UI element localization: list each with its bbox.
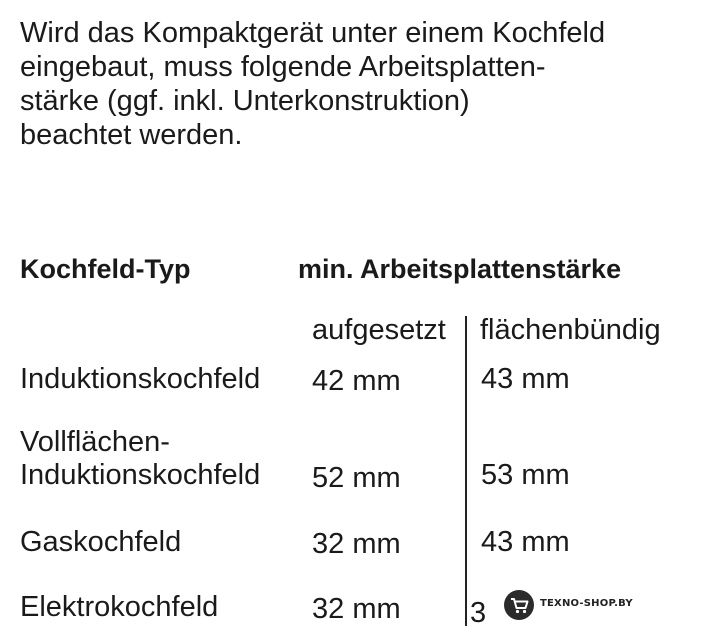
intro-line: eingebaut, muss folgende Arbeitsplatten- (20, 51, 546, 83)
intro-line: Wird das Kompaktgerät unter einem Kochfeld (20, 17, 606, 49)
column-header-type: Kochfeld-Typ (20, 254, 191, 284)
row-aufgesetzt: 52 mm (312, 462, 401, 494)
row-aufgesetzt: 32 mm (312, 593, 401, 625)
row-name: Vollflächen- (20, 426, 170, 458)
row-name: Elektrokochfeld (20, 591, 219, 623)
watermark (498, 586, 658, 626)
intro-line: stärke (ggf. inkl. Unterkonstruktion) (20, 85, 470, 117)
subheader-flaechenbuendig: flächenbündig (480, 314, 661, 346)
row-flaechenbuendig: 3 (470, 597, 487, 629)
intro-paragraph (20, 16, 700, 152)
row-aufgesetzt: 32 mm (312, 528, 401, 560)
shopping-cart-icon (504, 590, 534, 620)
column-divider (465, 316, 467, 626)
row-aufgesetzt: 42 mm (312, 365, 401, 397)
subheader-aufgesetzt: aufgesetzt (312, 314, 446, 346)
column-header-min-thickness: min. Arbeitsplattenstärke (298, 254, 622, 284)
row-flaechenbuendig: 43 mm (481, 363, 570, 395)
row-name: Gaskochfeld (20, 526, 182, 558)
watermark-text: TEXNO-SHOP.BY (540, 598, 633, 609)
row-name-continued: Induktionskochfeld (20, 459, 261, 491)
intro-line: beachtet werden. (20, 119, 243, 151)
row-flaechenbuendig: 43 mm (481, 526, 570, 558)
row-name: Induktionskochfeld (20, 363, 261, 395)
row-flaechenbuendig: 53 mm (481, 459, 570, 491)
